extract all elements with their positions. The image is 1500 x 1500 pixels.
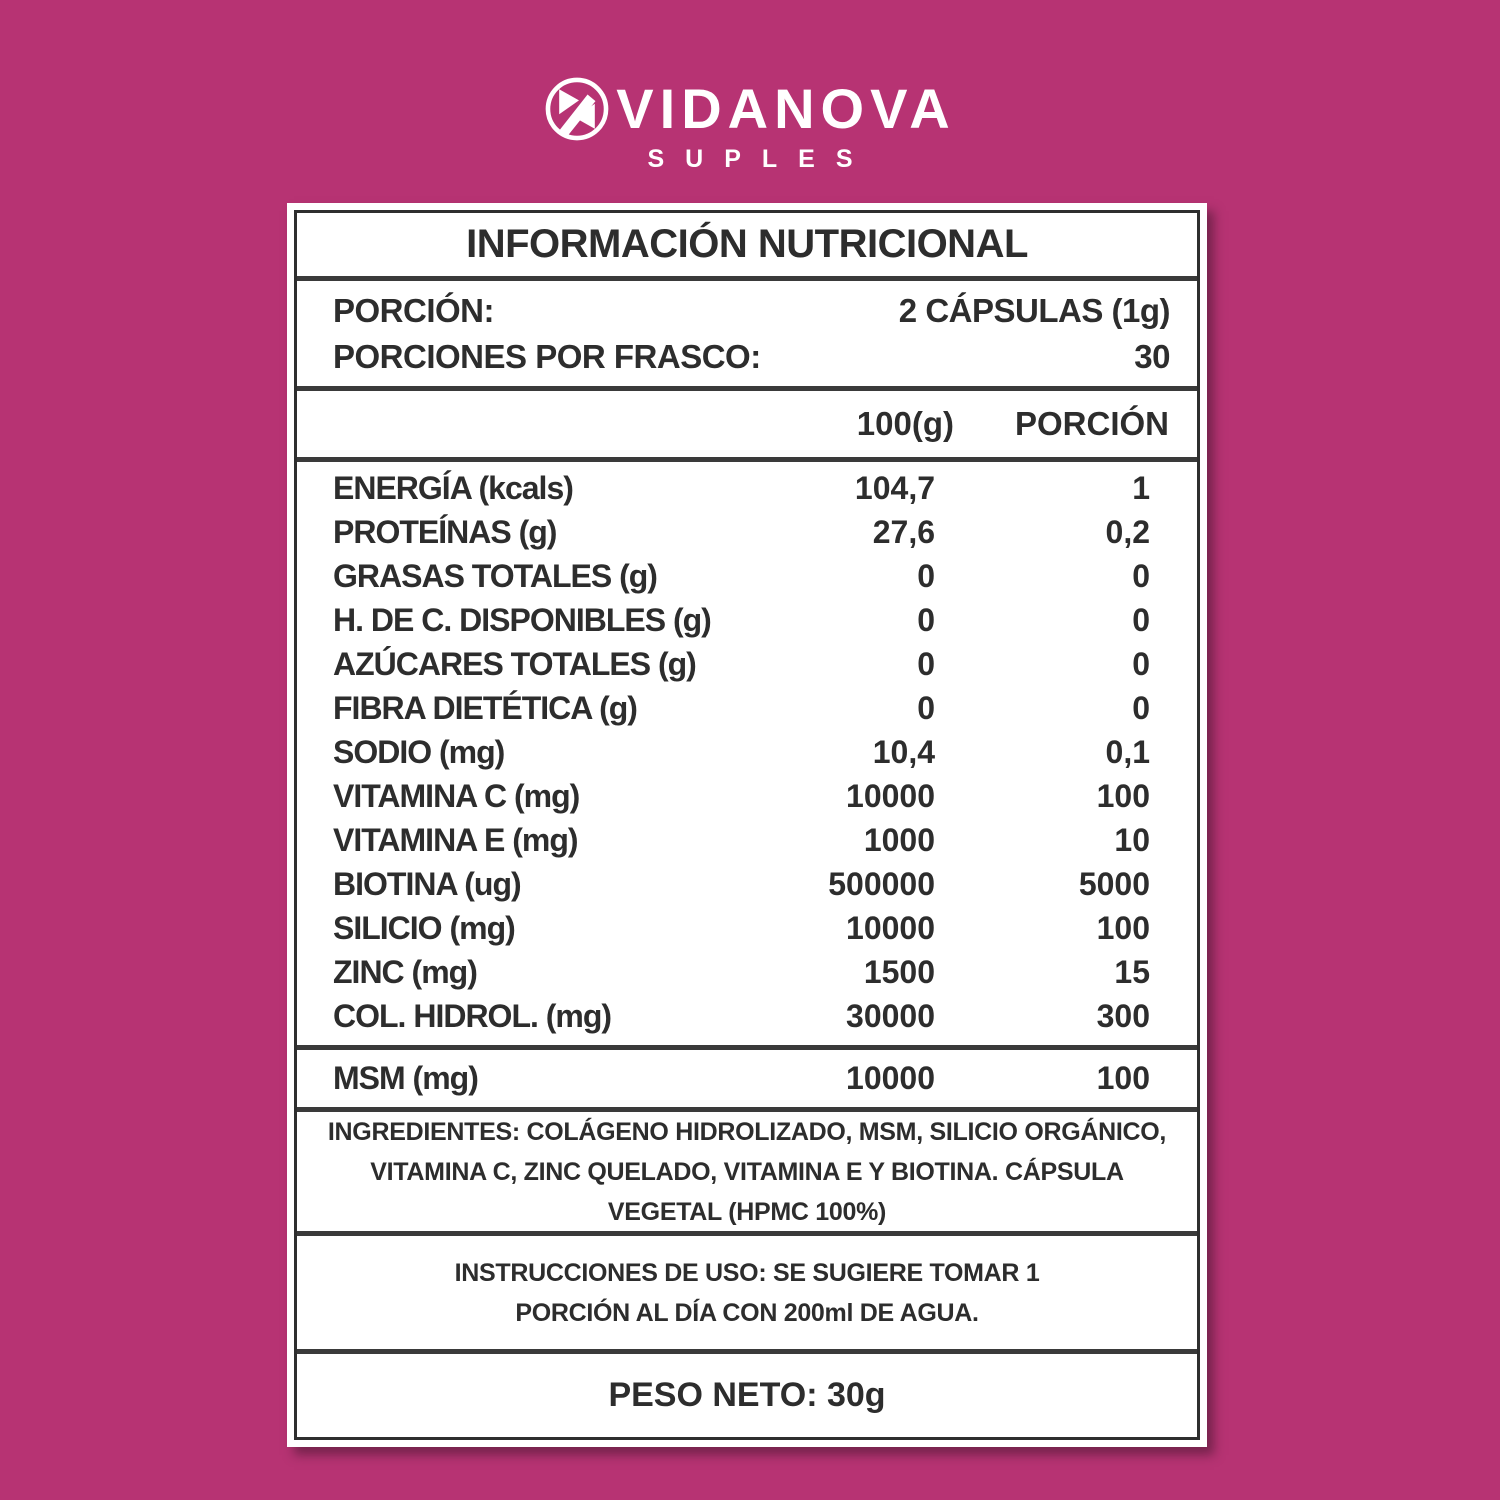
msm-per100: 10000 (846, 1060, 935, 1096)
instructions-line: PORCIÓN AL DÍA CON 200ml DE AGUA. (515, 1298, 979, 1327)
table-header-row (297, 391, 1197, 462)
table-row: GRASAS TOTALES (g) 0 0 (333, 558, 1150, 594)
table-row: ENERGÍA (kcals) 104,7 1 (333, 470, 1150, 506)
column-header-portion: PORCIÓN (1014, 405, 1169, 442)
table-row: PROTEÍNAS (g) 27,6 0,2 (333, 514, 1150, 550)
servings-per-container-row (333, 338, 1170, 376)
serving-size-label: PORCIÓN: (333, 291, 494, 329)
ingredients-line: INGREDIENTES: COLÁGENO HIDROLIZADO, MSM, SILICIO ORGÁNICO, (327, 1117, 1167, 1146)
serving-size-row (333, 292, 1170, 330)
net-weight: PESO NETO: 30g (608, 1376, 886, 1414)
table-row: AZÚCARES TOTALES (g) 0 0 (333, 646, 1150, 682)
table-row: BIOTINA (ug) 500000 5000 (333, 866, 1150, 902)
table-row: COL. HIDROL. (mg) 30000 300 (333, 998, 1150, 1034)
table-row: ZINC (mg) 1500 15 (333, 954, 1150, 990)
instructions-section (297, 1236, 1197, 1354)
servings-per-container-value: 30 (1134, 337, 1170, 375)
table-row: SODIO (mg) 10,4 0,1 (333, 734, 1150, 770)
msm-portion: 100 (1096, 1060, 1150, 1096)
table-row: H. DE C. DISPONIBLES (g) 0 0 (333, 602, 1150, 638)
label-title: INFORMACIÓN NUTRICIONAL (297, 213, 1197, 281)
serving-section (297, 281, 1197, 391)
msm-row (297, 1050, 1197, 1112)
table-row: FIBRA DIETÉTICA (g) 0 0 (333, 690, 1150, 726)
vidanova-n-bolt-icon (544, 76, 610, 142)
column-header-per100: 100(g) (856, 405, 954, 442)
nutrient-table (297, 462, 1197, 1050)
brand-name: VIDANOVA (616, 77, 956, 140)
table-row: SILICIO (mg) 10000 100 (333, 910, 1150, 946)
ingredients-section (297, 1112, 1197, 1236)
table-row: VITAMINA C (mg) 10000 100 (333, 778, 1150, 814)
msm-label: MSM (mg) (333, 1060, 478, 1096)
nutrition-label (287, 203, 1207, 1447)
instructions-line: INSTRUCCIONES DE USO: SE SUGIERE TOMAR 1 (454, 1258, 1040, 1287)
ingredients-line: VEGETAL (HPMC 100%) (607, 1197, 887, 1226)
servings-per-container-label: PORCIONES POR FRASCO: (333, 337, 761, 375)
serving-size-value: 2 CÁPSULAS (1g) (898, 291, 1170, 329)
brand-subtitle: SUPLES (647, 145, 874, 173)
ingredients-line: VITAMINA C, ZINC QUELADO, VITAMINA E Y BIOTINA. CÁPSULA (370, 1157, 1124, 1186)
brand-logo (0, 76, 1500, 172)
table-row: VITAMINA E (mg) 1000 10 (333, 822, 1150, 858)
